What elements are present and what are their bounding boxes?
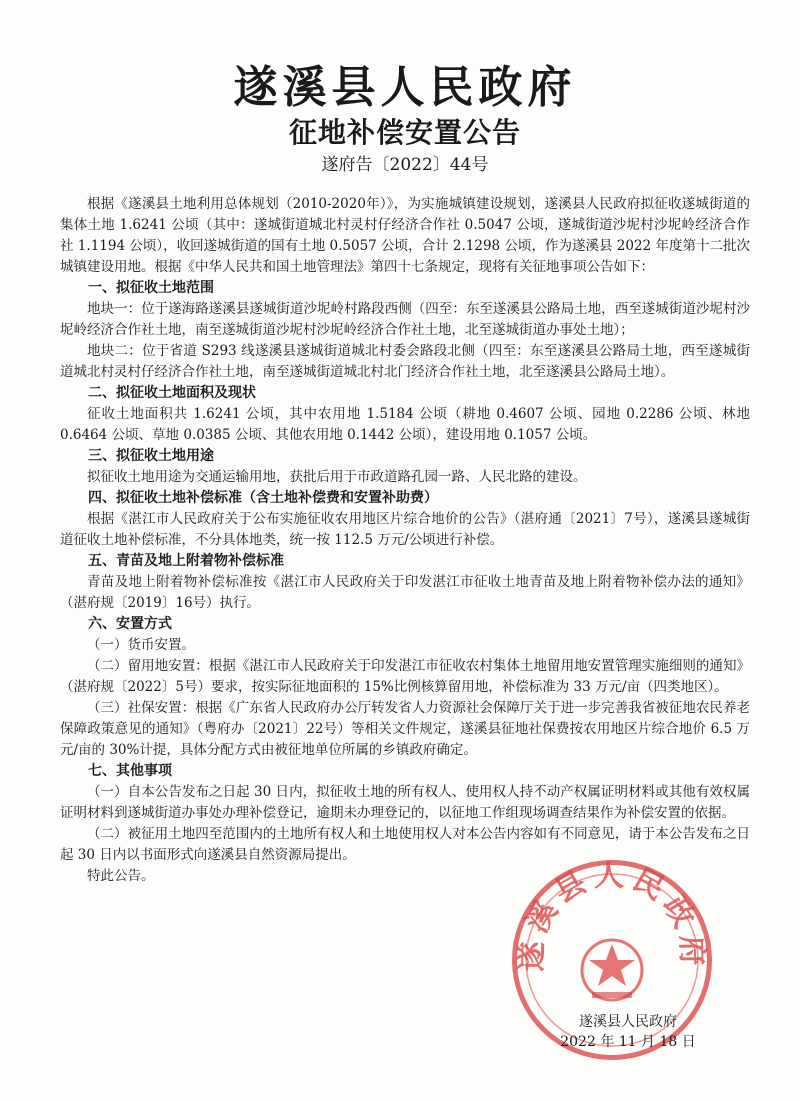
notice-document (60, 60, 750, 887)
document-number: 遂府告〔2022〕44号 (321, 155, 489, 175)
section-2-paragraph: 征收土地面积共 1.6241 公顷，其中农用地 1.5184 公顷（耕地 0.4607 公顷、园地 0.2286 公顷、林地 0.6464 公顷、草地 0.0385 公顷、其他农用地 0.1442 公顷），建设用地 0.1057 公顷。 (60, 406, 750, 443)
signature-block (548, 1012, 708, 1052)
seal-text: 遂溪县人民政府 (514, 860, 710, 972)
section-6-item-3: （三）社保安置：根据《广东省人民政府办公厅转发省人力资源社会保障厅关于进一步完善我省被征地农民养老保障政策意见的通知》（粤府办〔2021〕22号）等相关文件规定，遂溪县征地社保费按农用地区片综合地价 6.5 万元/亩的 30%计提，具体分配方式由被征地单位所属的乡镇政府确定。 (60, 700, 750, 758)
section-5-paragraph: 青苗及地上附着物补偿标准按《湛江市人民政府关于印发湛江市征收土地青苗及地上附着物补偿办法的通知》（湛府规〔2019〕16号）执行。 (60, 574, 750, 611)
section-6-item-1: （一）货币安置。 (87, 637, 195, 653)
signature-date: 2022 年 11 月 18 日 (560, 1034, 696, 1050)
section-3-paragraph: 拟征收土地用途为交通运输用地，获批后用于市政道路孔园一路、人民北路的建设。 (87, 469, 587, 485)
section-7-heading: 七、其他事项 (88, 763, 172, 779)
intro-paragraph: 根据《遂溪县土地利用总体规划（2010-2020年）》，为实施城镇建设规划，遂溪县人民政府拟征收遂城街道的集体土地 1.6241 公顷（其中：遂城街道城北村灵村仔经济合作社 0.5047 公顷，遂城街道沙坭村沙坭岭经济合作社 1.1194 公顷），收回遂城街道的国有土地 0.5057 公顷，合计 2.1298 公顷，作为遂溪县 2022 年度第十二批次城镇建设用地。根据《中华人民共和国土地管理法》第四十七条规定，现将有关征地事项公告如下： (60, 196, 750, 275)
section-1-heading: 一、拟征收土地范围 (88, 280, 214, 296)
section-1-parcel-1: 地块一：位于遂海路遂溪县遂城街道沙坭岭村路段西侧（四至：东至遂溪县公路局土地，西至遂城街道沙坭村沙坭岭经济合作社土地，南至遂城街道沙坭村沙坭岭经济合作社土地，北至遂城街道办事处土地）； (60, 301, 750, 338)
section-4-paragraph: 根据《湛江市人民政府关于公布实施征收农用地区片综合地价的公告》（湛府通〔2021〕7号），遂溪县遂城街道征收土地补偿标准，不分具体地类，统一按 112.5 万元/公顷进行补偿。 (60, 511, 750, 548)
section-2-heading: 二、拟征收土地面积及现状 (88, 385, 256, 401)
section-6-heading: 六、安置方式 (88, 616, 172, 632)
section-3-heading: 三、拟征收土地用途 (88, 448, 214, 464)
section-7-item-1: （一）自本公告发布之日起 30 日内，拟征收土地的所有权人、使用权人持不动产权属证明材料或其他有效权属证明材料到遂城街道办事处办理补偿登记，逾期未办理登记的，以征地工作组现场调查结果作为补偿安置的依据。 (60, 784, 750, 821)
section-5-heading: 五、青苗及地上附着物补偿标准 (88, 553, 284, 569)
section-6-item-2: （二）留用地安置：根据《湛江市人民政府关于印发湛江市征收农村集体土地留用地安置管理实施细则的通知》（湛府规〔2022〕5号）要求，按实际征地面积的 15%比例核算留用地，补偿标准为 33 万元/亩（四类地区）。 (60, 658, 750, 695)
section-7-item-2: （二）被征用土地四至范围内的土地所有权人和土地使用权人对本公告内容如有不同意见，请于本公告发布之日起 30 日内以书面形式向遂溪县自然资源局提出。 (60, 826, 750, 863)
section-1-parcel-2: 地块二：位于省道 S293 线遂溪县遂城街道城北村委会路段北侧（四至：东至遂溪县公路局土地，西至遂城街道城北村灵村仔经济合作社土地，南至遂城街道城北村北门经济合作社土地，北至遂溪县公路局土地）。 (60, 343, 750, 380)
issuer-title: 遂溪县人民政府 (233, 62, 577, 113)
notice-title: 征地补偿安置公告 (288, 116, 521, 149)
signature-organization: 遂溪县人民政府 (579, 1014, 677, 1030)
section-4-heading: 四、拟征收土地补偿标准（含土地补偿费和安置补助费） (88, 490, 438, 506)
closing-line: 特此公告。 (87, 868, 155, 884)
